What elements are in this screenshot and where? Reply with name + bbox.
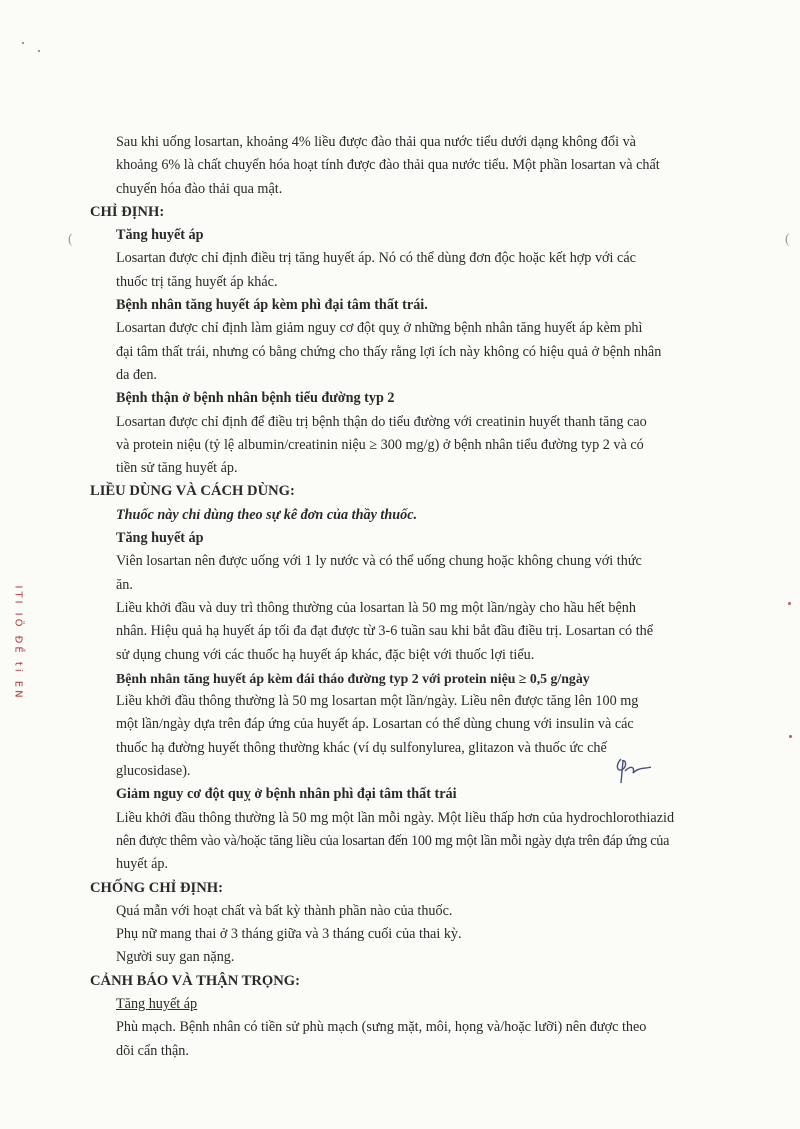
intro-line-2: khoảng 6% là chất chuyển hóa hoạt tính được đào thải qua nước tiểu. Một phần losartan và chất [116,157,660,174]
lieu-dung-p2-line-3: thuốc hạ đường huyết thông thường khác (ví dụ sulfonylurea, glitazon và thuốc ức chế [116,739,607,756]
lieu-dung-p3-line-1: Liều khởi đầu thông thường là 50 mg một lần mỗi ngày. Một liều thấp hơn của hydrochlorothiazid [116,809,675,826]
prescription-note: Thuốc này chỉ dùng theo sự kê đơn của thầy thuốc. [116,506,418,523]
chi-dinh-p3-line-3: tiền sử tăng huyết áp. [116,460,238,477]
canh-bao-p1-line-1: Phù mạch. Bệnh nhân có tiền sử phù mạch (sưng mặt, môi, họng và/hoặc lưỡi) nên được theo [116,1019,647,1036]
intro-line-3: chuyển hóa đào thải qua mật. [116,180,283,197]
scan-speck [22,42,24,44]
lieu-dung-p1-line-5: sử dụng chung với các thuốc hạ huyết áp khác, đặc biệt với thuốc lợi tiểu. [116,646,535,663]
chi-dinh-subheading-3: Bệnh thận ở bệnh nhân bệnh tiểu đường typ 2 [116,390,395,407]
stamp-mark [12,585,24,701]
document-body [90,131,714,1063]
section-lieu-dung-heading: LIỀU DÙNG VÀ CÁCH DÙNG: [90,483,295,500]
canh-bao-subheading-1: Tăng huyết áp [116,995,198,1012]
intro-line-1: Sau khi uống losartan, khoảng 4% liều được đào thải qua nước tiểu dưới dạng không đổi và [116,134,636,150]
chi-dinh-subheading-1: Tăng huyết áp [116,227,204,244]
margin-bracket-left: ( [68,232,73,247]
red-speck [789,735,792,738]
chong-chi-dinh-list [90,900,714,970]
section-canh-bao-heading: CẢNH BÁO VÀ THẬN TRỌNG: [90,972,301,989]
section-chong-chi-dinh-heading: CHỐNG CHỈ ĐỊNH: [90,879,223,896]
chi-dinh-paragraph-2 [90,317,714,387]
lieu-dung-p1-line-4: nhân. Hiệu quả hạ huyết áp tối đa đạt được từ 3-6 tuần sau khi bắt đầu điều trị. Losartan có thể [116,623,654,640]
lieu-dung-p3-line-3: huyết áp. [116,856,169,873]
red-speck [788,602,791,605]
section-chi-dinh-heading: CHỈ ĐỊNH: [90,203,165,220]
chi-dinh-p1-line-2: thuốc trị tăng huyết áp khác. [116,273,278,290]
lieu-dung-subheading-3: Giảm nguy cơ đột quỵ ở bệnh nhân phì đại tâm thất trái [116,786,457,803]
canh-bao-paragraph-1 [90,1016,714,1063]
lieu-dung-p1-line-2: ăn. [116,576,133,593]
lieu-dung-p3-line-2: nên được thêm vào và/hoặc tăng liều của losartan đến 100 mg một lần mỗi ngày dựa trên đáp ứng của [116,832,670,849]
intro-paragraph [90,131,714,201]
chong-chi-dinh-item-2: Phụ nữ mang thai ở 3 tháng giữa và 3 tháng cuối của thai kỳ. [116,926,462,943]
lieu-dung-paragraph-3 [90,807,714,877]
lieu-dung-paragraph-1 [90,550,714,666]
lieu-dung-paragraph-2 [90,690,714,783]
chong-chi-dinh-item-1: Quá mẫn với hoạt chất và bất kỳ thành phần nào của thuốc. [116,902,453,919]
chi-dinh-p3-line-1: Losartan được chỉ định để điều trị bệnh thận do tiểu đường với creatinin huyết thanh tăng cao [116,413,647,430]
chi-dinh-p2-line-1: Losartan được chỉ định làm giảm nguy cơ đột quỵ ở những bệnh nhân tăng huyết áp kèm phì [116,320,643,337]
scan-speck [38,50,40,52]
lieu-dung-subheading-2: Bệnh nhân tăng huyết áp kèm đái tháo đường typ 2 với protein niệu ≥ 0,5 g/ngày [116,670,590,686]
chi-dinh-p3-line-2: và protein niệu (tỷ lệ albumin/creatinin niệu ≥ 300 mg/g) ở bệnh nhân tiểu đường typ 2 và có [116,436,644,453]
lieu-dung-p1-line-3: Liều khởi đầu và duy trì thông thường của losartan là 50 mg một lần/ngày cho hầu hết bệnh [116,599,636,616]
chi-dinh-p2-line-2: đại tâm thất trái, nhưng có bằng chứng cho thấy rằng lợi ích này không có hiệu quả ở bệnh nhân [116,343,662,360]
chi-dinh-subheading-2: Bệnh nhân tăng huyết áp kèm phì đại tâm thất trái. [116,297,428,314]
canh-bao-p1-line-2: dõi cẩn thận. [116,1042,189,1059]
chi-dinh-paragraph-1 [90,247,714,294]
lieu-dung-p1-line-1: Viên losartan nên được uống với 1 ly nước và có thể uống chung hoặc không chung với thức [116,553,642,570]
lieu-dung-p2-line-1: Liều khởi đầu thông thường là 50 mg losartan một lần/ngày. Liều nên được tăng lên 100 mg [116,693,639,710]
margin-bracket-right: ( [785,232,790,247]
chi-dinh-p2-line-3: da đen. [116,366,157,383]
lieu-dung-p2-line-2: một lần/ngày dựa trên đáp ứng của huyết áp. Losartan có thể dùng chung với insulin và các [116,716,634,733]
chi-dinh-paragraph-3 [90,411,714,481]
lieu-dung-subheading-1: Tăng huyết áp [116,530,204,547]
chong-chi-dinh-item-3: Người suy gan nặng. [116,949,235,966]
stamp-text: ITI IÖ ĐỀ ti EN [12,585,24,701]
lieu-dung-p2-line-4: glucosidase). [116,763,191,780]
chi-dinh-p1-line-1: Losartan được chỉ định điều trị tăng huyết áp. Nó có thể dùng đơn độc hoặc kết hợp với các [116,250,636,267]
